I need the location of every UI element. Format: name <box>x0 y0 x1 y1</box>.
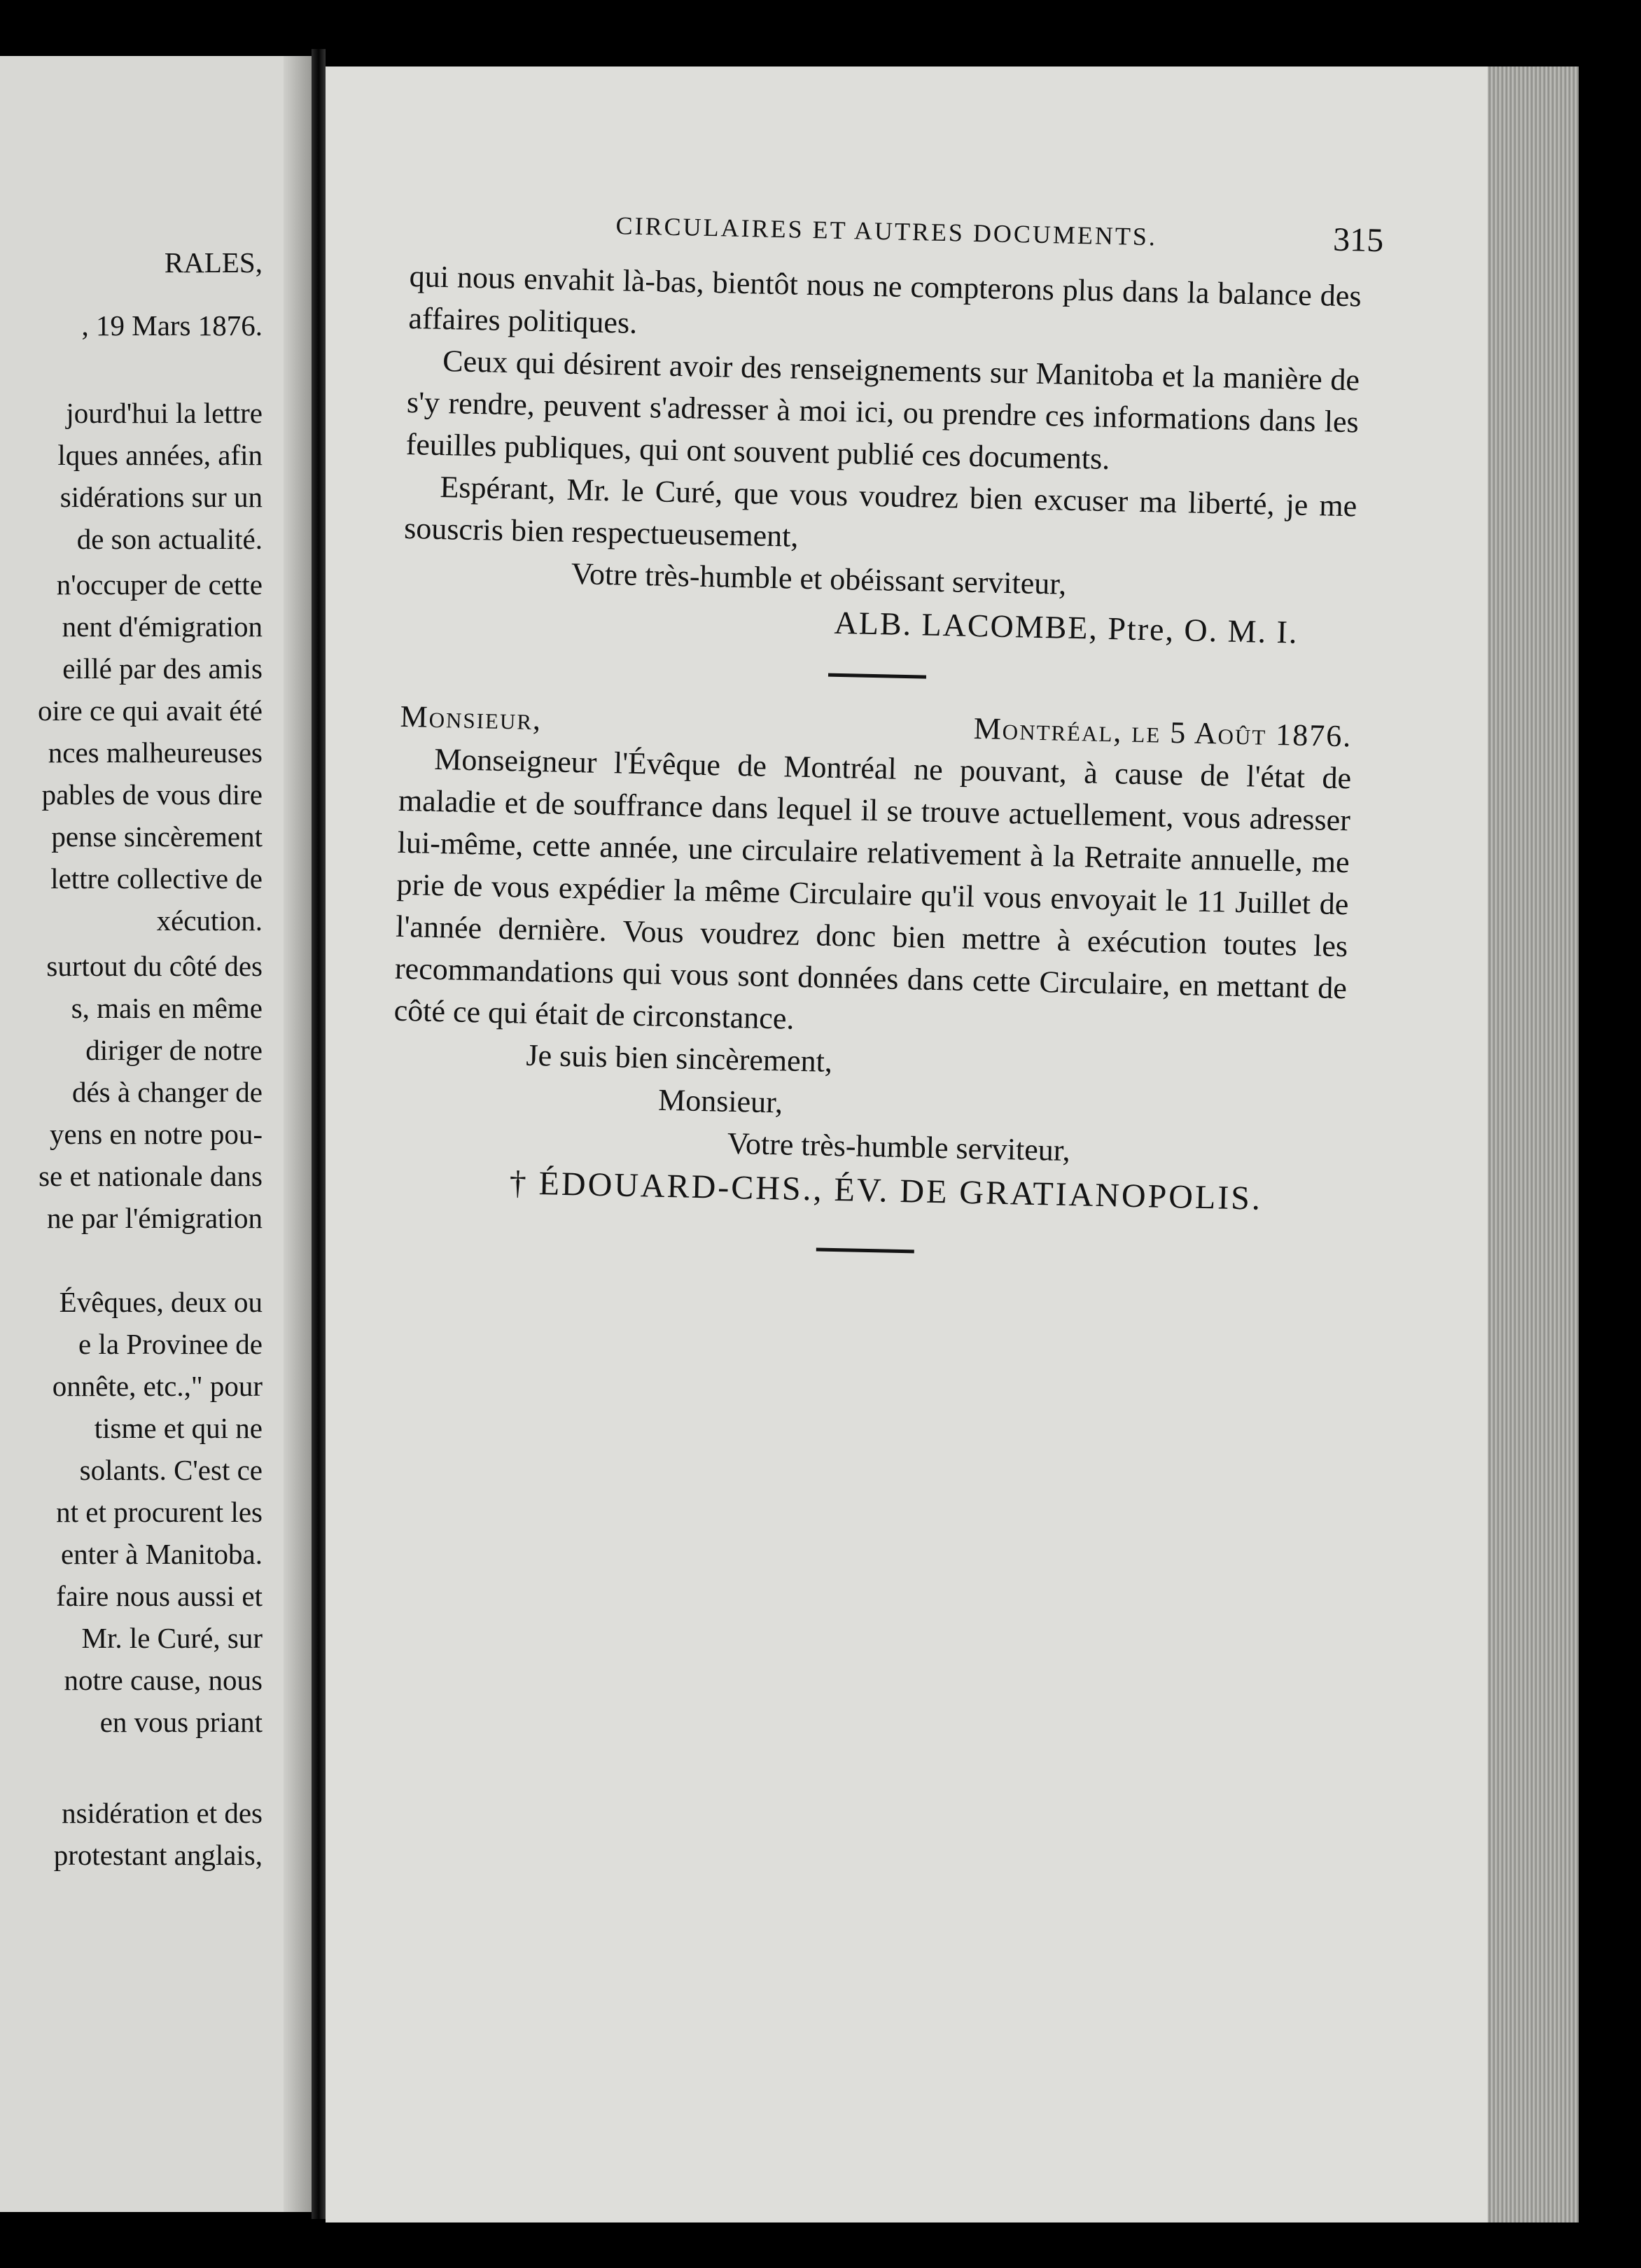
left-page-line: oire ce qui avait été <box>38 694 263 727</box>
letter2-place-date: Montréal, le 5 Août 1876. <box>973 711 1353 754</box>
left-page-line: yens en notre pou- <box>50 1118 263 1150</box>
letter2-body: Monseigneur l'Évêque de Montréal ne pouvant, à cause de l'état de maladie et de souffrance dans lequel il se trouve actuellement, vous adresser lui-même, cette année, une circulaire relativement à la Retraite annuelle, me prie de vous expédier la même Circulaire qu'il vous envoyait le 11 Juillet de l'année dernière. Vous voudrez donc bien mettre à exécution toutes les recommandations qui vous sont données dans cette Circulaire, en mettant de côté ce qui était de circonstance. <box>393 741 1352 1036</box>
letter1-signature: ALB. LACOMBE, Ptre, O. M. I. <box>834 604 1299 650</box>
left-page-line: eillé par des amis <box>62 652 263 685</box>
left-page-line: en vous priant <box>99 1706 263 1738</box>
left-page-line: pables de vous dire <box>41 778 263 811</box>
page-number: 315 <box>1332 220 1384 260</box>
left-page-line: Évêques, deux ou <box>59 1286 263 1318</box>
left-page-line: de son actualité. <box>76 523 263 555</box>
letter2-salutation: Monsieur, <box>400 699 543 737</box>
left-page-line: notre cause, nous <box>64 1664 263 1696</box>
left-page-line: pense sincèrement <box>51 820 263 853</box>
left-page-line: dés à changer de <box>71 1076 263 1108</box>
letter1-paragraph-3: Espérant, Mr. le Curé, que vous voudrez bien excuser ma liberté, je me souscris bien respectueusement, <box>403 469 1357 554</box>
left-page-line: xécution. <box>156 904 263 937</box>
letter2-signature: † ÉDOUARD-CHS., ÉV. DE GRATIANOPOLIS. <box>509 1164 1263 1217</box>
left-page-line: protestant anglais, <box>53 1839 263 1871</box>
letter2-closing-1: Je suis bien sincèrement, <box>526 1037 833 1079</box>
letter2-closing-3: Votre très-humble serviteur, <box>727 1126 1071 1168</box>
letter2-closing-2: Monsieur, <box>657 1082 783 1120</box>
left-page-line: faire nous aussi et <box>56 1580 263 1612</box>
left-page-line: ne par l'émigration <box>47 1202 263 1234</box>
left-page-line: lettre collective de <box>50 862 263 895</box>
section-divider-1 <box>828 673 926 679</box>
left-page-line: onnête, etc.," pour <box>52 1370 263 1402</box>
left-page-line: e la Provinee de <box>78 1328 263 1360</box>
left-page-fragment <box>0 56 312 2212</box>
page-text-block <box>389 211 1384 1290</box>
left-page-line: n'occuper de cette <box>56 568 263 601</box>
running-head: CIRCULAIRES ET AUTRES DOCUMENTS. <box>615 211 1158 251</box>
left-page-line: nt et procurent les <box>56 1496 263 1528</box>
letter1-paragraph-2: Ceux qui désirent avoir des renseignements sur Manitoba et la manière de s'y rendre, peuvent s'adresser à moi ici, ou prendre ces informations dans les feuilles publiques, qui ont souvent publié ces documents. <box>405 344 1360 477</box>
left-page-line: enter à Manitoba. <box>60 1538 263 1570</box>
left-page-line: sidérations sur un <box>60 481 263 513</box>
right-page <box>326 66 1579 2222</box>
left-page-line: nsidération et des <box>62 1797 263 1829</box>
page-edges <box>1488 66 1579 2222</box>
left-page-line: solants. C'est ce <box>79 1454 263 1486</box>
left-page-line: RALES, <box>164 246 263 279</box>
left-page-line: , 19 Mars 1876. <box>81 309 263 342</box>
section-divider-2 <box>816 1247 914 1253</box>
left-page-line: surtout du côté des <box>46 950 263 982</box>
left-page-gutter <box>284 56 312 2212</box>
letter1-paragraph-1: qui nous envahit là-bas, bientôt nous ne compterons plus dans la balance des affaires politiques. <box>408 259 1362 340</box>
left-page-line: jourd'hui la lettre <box>66 397 263 429</box>
letter1-closing: Votre très-humble et obéissant serviteur, <box>571 556 1067 601</box>
left-page-line: diriger de notre <box>85 1034 263 1066</box>
left-page-line: Mr. le Curé, sur <box>81 1622 263 1654</box>
left-page-line: nces malheureuses <box>48 736 263 769</box>
left-page-line: nent d'émigration <box>62 610 263 643</box>
left-page-line: tisme et qui ne <box>94 1412 263 1444</box>
left-page-line: se et nationale dans <box>39 1160 263 1192</box>
left-page-line: lques années, afin <box>57 439 263 471</box>
book-spine <box>312 49 326 2219</box>
left-page-line: s, mais en même <box>71 992 263 1024</box>
